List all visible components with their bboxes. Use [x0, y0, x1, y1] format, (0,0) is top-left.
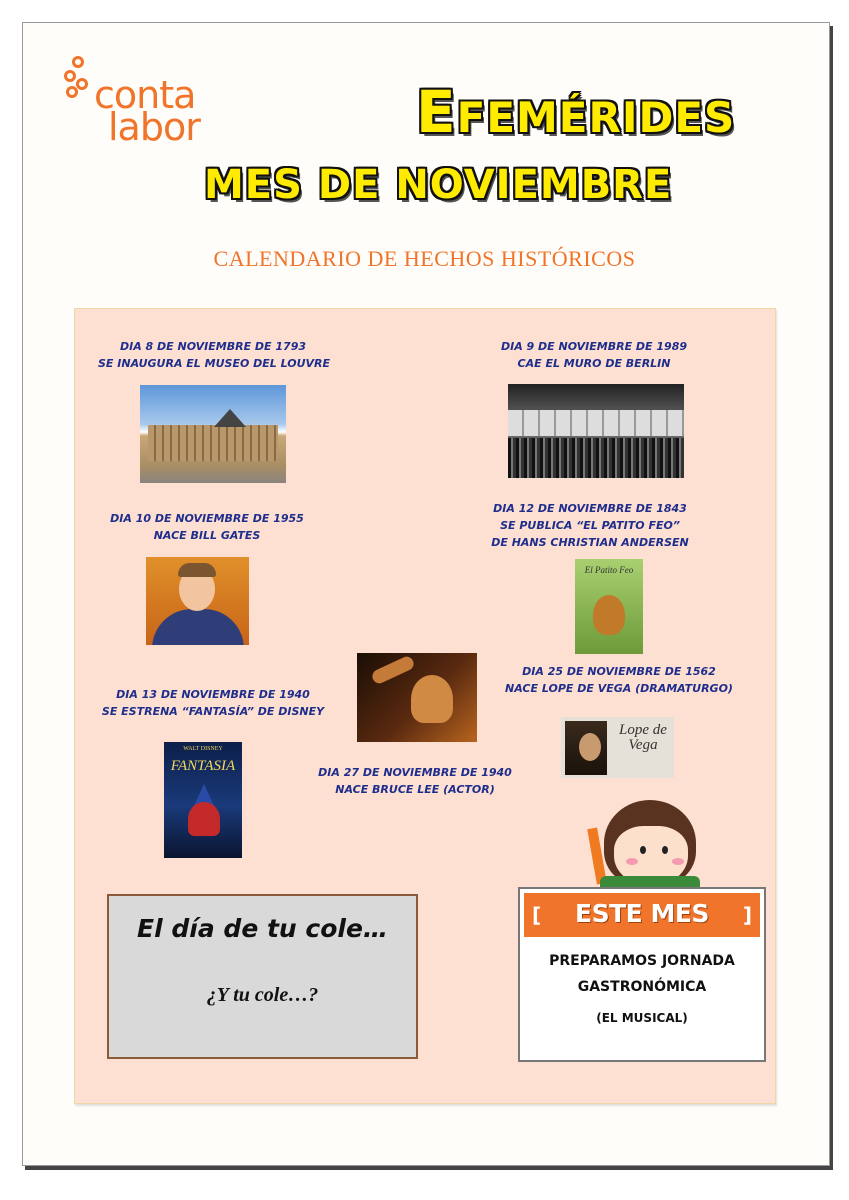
- event-text: SE PUBLICA “EL PATITO FEO”: [500, 519, 680, 532]
- event-gates-caption: [100, 510, 314, 544]
- this-month-line-1: PREPARAMOS JORNADA: [549, 953, 735, 969]
- event-date: DIA 8 DE NOVIEMBRE DE 1793: [119, 340, 307, 353]
- louvre-image: [140, 385, 286, 483]
- event-lope-caption: [500, 663, 738, 697]
- logo-word-2: labor: [108, 105, 200, 149]
- school-day-heading: El día de tu cole…: [137, 914, 388, 943]
- event-text: NACE BRUCE LEE (ACTOR): [335, 783, 495, 796]
- event-text: SE ESTRENA “FANTASÍA” DE DISNEY: [101, 705, 325, 718]
- page-title: [416, 78, 735, 146]
- event-text: CAE EL MURO DE BERLIN: [517, 357, 671, 370]
- fantasia-poster-image: WALT DISNEY FANTASIA: [164, 742, 242, 858]
- event-berlin-caption: [478, 338, 710, 372]
- girl-reading-illustration: [590, 800, 700, 892]
- patito-feo-image: El Patito Feo: [575, 559, 643, 654]
- event-text: NACE BILL GATES: [153, 529, 261, 542]
- event-date: DIA 9 DE NOVIEMBRE DE 1989: [500, 340, 688, 353]
- event-fantasia-caption: [96, 686, 330, 720]
- event-louvre-caption: [98, 338, 331, 372]
- title-rest: FEMÉRIDES: [456, 93, 736, 142]
- event-date: DIA 27 DE NOVIEMBRE DE 1940: [318, 766, 512, 779]
- this-month-banner: [ ESTE MES ]: [524, 893, 760, 937]
- month-title: MES DE NOVIEMBRE: [204, 162, 673, 208]
- event-bruce-caption: [312, 764, 518, 798]
- event-text: DE HANS CHRISTIAN ANDERSEN: [491, 536, 689, 549]
- event-patito-caption: [484, 500, 696, 551]
- calendar-subtitle: CALENDARIO DE HECHOS HISTÓRICOS: [213, 246, 636, 271]
- this-month-title: ESTE MES: [575, 899, 709, 928]
- school-day-box: [107, 894, 418, 1059]
- logo-word-1: conta: [94, 73, 196, 117]
- bruce-lee-image: [357, 653, 477, 742]
- this-month-line-3: (EL MUSICAL): [596, 1011, 688, 1025]
- school-day-question: ¿Y tu cole…?: [206, 984, 319, 1006]
- berlin-wall-image: [508, 384, 684, 478]
- event-date: DIA 10 DE NOVIEMBRE DE 1955: [110, 512, 304, 525]
- this-month-line-2: GASTRONÓMICA: [577, 979, 707, 995]
- event-text: NACE LOPE DE VEGA (DRAMATURGO): [505, 682, 733, 695]
- event-date: DIA 13 DE NOVIEMBRE DE 1940: [116, 688, 310, 701]
- logo-circles-icon: [62, 56, 96, 106]
- event-text: SE INAUGURA EL MUSEO DEL LOUVRE: [98, 357, 331, 370]
- event-date: DIA 25 DE NOVIEMBRE DE 1562: [522, 665, 716, 678]
- bill-gates-image: [146, 557, 249, 645]
- contalabor-logo: [62, 56, 252, 149]
- this-month-box: [518, 887, 766, 1062]
- title-initial: E: [416, 78, 457, 146]
- event-date: DIA 12 DE NOVIEMBRE DE 1843: [493, 502, 687, 515]
- lope-de-vega-image: Lope de Vega: [561, 717, 674, 778]
